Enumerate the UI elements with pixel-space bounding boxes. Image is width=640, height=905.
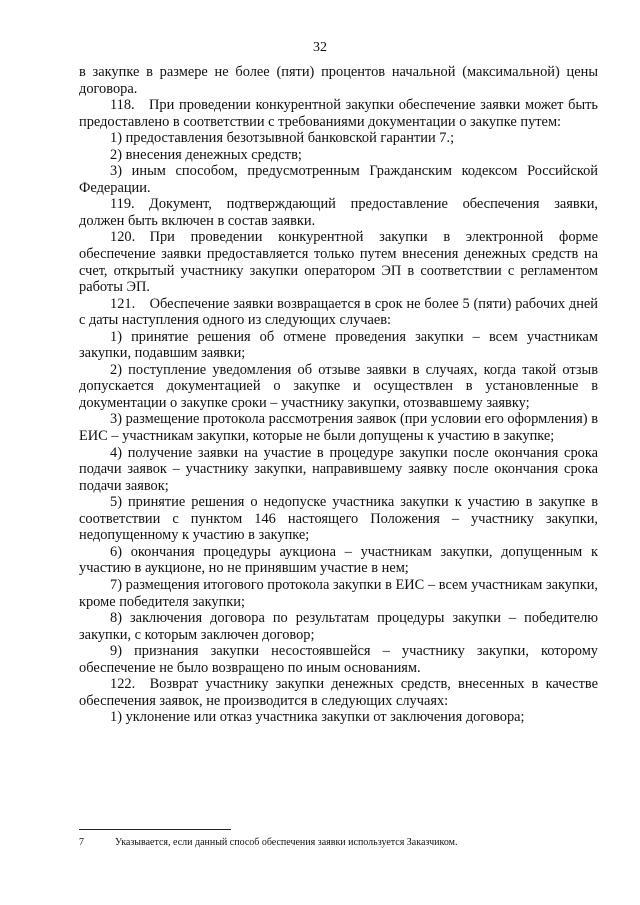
paragraph: 5) принятие решения о недопуске участника закупки к участию в закупке в соответствии с пунктом 146 настоящего Положения – участнику закупки, недопущенному к участию в закупке; bbox=[79, 494, 598, 544]
paragraph: 120. При проведении конкурентной закупки в электронной форме обеспечение заявки предоставляется только путем внесения денежных средств на счет, открытый участнику закупки оператором ЭП в соответствии с регламентом работы ЭП. bbox=[79, 229, 598, 296]
paragraph: 1) принятие решения об отмене проведения закупки – всем участникам закупки, подавшим заявки; bbox=[79, 328, 598, 362]
paragraph: 2) внесения денежных средств; bbox=[110, 146, 302, 163]
paragraph: 3) размещение протокола рассмотрения заявок (при условии его оформления) в ЕИС – участникам закупки, которые не были допущены к участию в закупке; bbox=[79, 411, 598, 445]
paragraph: 3) иным способом, предусмотренным Гражданским кодексом Российской Федерации. bbox=[79, 163, 598, 196]
paragraph: 7) размещения итогового протокола закупки в ЕИС – всем участникам закупки, кроме победителя закупки; bbox=[79, 576, 598, 610]
page-number: 32 bbox=[313, 40, 327, 55]
paragraph: 4) получение заявки на участие в процедуре закупки после окончания срока подачи заявок – участнику закупки, направившему заявку после окончания срока подачи заявок; bbox=[79, 444, 598, 494]
paragraph: 6) окончания процедуры аукциона – участникам закупки, допущенным к участию в аукционе, но не принявшим участие в нем; bbox=[79, 543, 598, 577]
paragraph: 8) заключения договора по результатам процедуры закупки – победителю закупки, с которым заключен договор; bbox=[79, 610, 598, 643]
body-text bbox=[79, 64, 598, 726]
paragraph: 1) предоставления безотзывной банковской гарантии 7.; bbox=[110, 130, 455, 147]
paragraph: 122. Возврат участнику закупки денежных средств, внесенных в качестве обеспечения заявок, не производится в следующих случаях: bbox=[79, 676, 598, 709]
paragraph: 118. При проведении конкурентной закупки обеспечение заявки может быть предоставлено в соответствии с требованиями документации о закупке путем: bbox=[79, 97, 598, 130]
paragraph: в закупке в размере не более (пяти) процентов начальной (максимальной) цены договора. bbox=[79, 64, 598, 97]
paragraph: 2) поступление уведомления об отзыве заявки в случаях, когда такой отзыв допускается документацией о закупке и осуществлен в установленные в документации о закупке сроки – участнику закупки, отозвавшему заявку; bbox=[79, 361, 598, 411]
footnote-divider bbox=[79, 829, 231, 830]
paragraph: 9) признания закупки несостоявшейся – участнику закупки, которому обеспечение не было возвращено по иным основаниям. bbox=[79, 643, 598, 676]
paragraph: 119. Документ, подтверждающий предоставление обеспечения заявки, должен быть включен в состав заявки. bbox=[79, 196, 598, 229]
paragraph: 121. Обеспечение заявки возвращается в срок не более 5 (пяти) рабочих дней с даты наступления одного из следующих случаев: bbox=[79, 295, 598, 329]
paragraph: 1) уклонение или отказ участника закупки от заключения договора; bbox=[110, 709, 525, 726]
footnote-mark: 7 bbox=[79, 837, 84, 848]
footnote-text: Указывается, если данный способ обеспечения заявки используется Заказчиком. bbox=[115, 837, 458, 848]
